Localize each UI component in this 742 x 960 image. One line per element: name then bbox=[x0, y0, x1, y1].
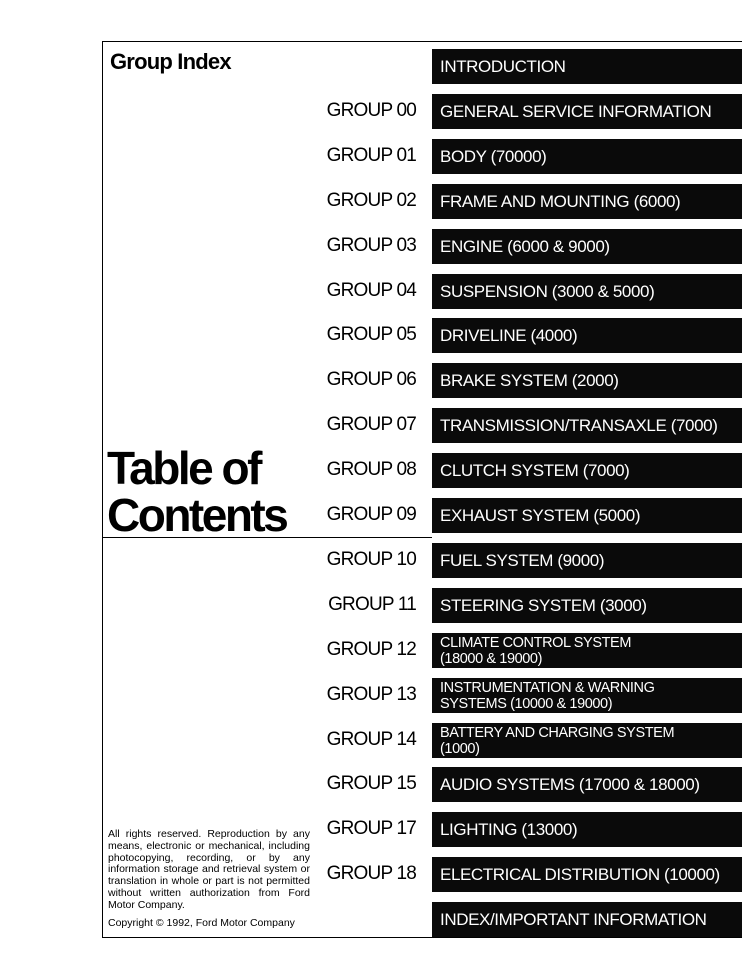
section-tab[interactable] bbox=[432, 363, 742, 398]
section-tab-label: CLIMATE CONTROL SYSTEM (18000 & 19000) bbox=[440, 634, 631, 667]
group-number-label: GROUP 10 bbox=[326, 549, 416, 570]
group-number-label: GROUP 00 bbox=[326, 100, 416, 121]
section-tab[interactable] bbox=[432, 94, 742, 129]
legal-notice: All rights reserved. Reproduction by any means, electronic or mechanical, including photocopying, recording, or by any information storage and retrieval system or translation in whole or part is not permitted without written authorization from Ford Motor Company. bbox=[108, 828, 310, 911]
group-number-label: GROUP 13 bbox=[326, 684, 416, 705]
section-tab[interactable] bbox=[432, 408, 742, 443]
section-tab-label: INSTRUMENTATION & WARNING SYSTEMS (10000 & 19000) bbox=[440, 679, 655, 712]
section-tab[interactable] bbox=[432, 498, 742, 533]
section-tab[interactable] bbox=[432, 49, 742, 84]
page-title bbox=[107, 442, 287, 541]
group-number-label: GROUP 09 bbox=[326, 504, 416, 525]
section-tab[interactable] bbox=[432, 139, 742, 174]
section-tab[interactable] bbox=[432, 633, 742, 668]
section-tab-label: BODY (70000) bbox=[440, 146, 547, 166]
copyright-notice: Copyright © 1992, Ford Motor Company bbox=[108, 917, 295, 929]
section-tab-label: BATTERY AND CHARGING SYSTEM (1000) bbox=[440, 724, 675, 757]
section-tab[interactable] bbox=[432, 812, 742, 847]
section-tab-label: FUEL SYSTEM (9000) bbox=[440, 550, 605, 570]
section-tab[interactable] bbox=[432, 678, 742, 713]
group-index-heading: Group Index bbox=[110, 49, 231, 74]
group-number-label: GROUP 17 bbox=[326, 818, 416, 839]
section-tab-label: TRANSMISSION/TRANSAXLE (7000) bbox=[440, 415, 718, 435]
group-number-label: GROUP 06 bbox=[326, 369, 416, 390]
page-title-line-2: Contents bbox=[107, 489, 287, 541]
section-tab-label: CLUTCH SYSTEM (7000) bbox=[440, 460, 630, 480]
section-tab[interactable] bbox=[432, 723, 742, 758]
page-title-line-1: Table of bbox=[107, 442, 260, 494]
group-number-label: GROUP 05 bbox=[326, 324, 416, 345]
section-tab[interactable] bbox=[432, 857, 742, 892]
section-tab-label: GENERAL SERVICE INFORMATION bbox=[440, 101, 712, 121]
group-number-label: GROUP 14 bbox=[326, 729, 416, 750]
section-tab[interactable] bbox=[432, 184, 742, 219]
section-tab-label: STEERING SYSTEM (3000) bbox=[440, 595, 647, 615]
section-tab[interactable] bbox=[432, 543, 742, 578]
section-tab[interactable] bbox=[432, 229, 742, 264]
section-tab-label: LIGHTING (13000) bbox=[440, 819, 578, 839]
group-number-label: GROUP 04 bbox=[326, 280, 416, 301]
section-tab-label: INTRODUCTION bbox=[440, 56, 566, 76]
section-tab-label: ENGINE (6000 & 9000) bbox=[440, 236, 610, 256]
section-tab-label: SUSPENSION (3000 & 5000) bbox=[440, 281, 655, 301]
group-number-label: GROUP 18 bbox=[326, 863, 416, 884]
section-tab-label: AUDIO SYSTEMS (17000 & 18000) bbox=[440, 774, 700, 794]
section-tab[interactable] bbox=[432, 767, 742, 802]
group-number-label: GROUP 02 bbox=[326, 190, 416, 211]
section-tab[interactable] bbox=[432, 588, 742, 623]
section-tab-label: ELECTRICAL DISTRIBUTION (10000) bbox=[440, 864, 720, 884]
group-number-label: GROUP 12 bbox=[326, 639, 416, 660]
group-number-label: GROUP 08 bbox=[326, 459, 416, 480]
section-tab-label: DRIVELINE (4000) bbox=[440, 325, 578, 345]
section-tab[interactable] bbox=[432, 453, 742, 488]
group-number-label: GROUP 07 bbox=[326, 414, 416, 435]
section-tab-label: INDEX/IMPORTANT INFORMATION bbox=[440, 909, 707, 929]
section-tab[interactable] bbox=[432, 274, 742, 309]
section-tab-label: FRAME AND MOUNTING (6000) bbox=[440, 191, 681, 211]
section-tab-label: EXHAUST SYSTEM (5000) bbox=[440, 505, 641, 525]
group-number-label: GROUP 03 bbox=[326, 235, 416, 256]
section-tab-label: BRAKE SYSTEM (2000) bbox=[440, 370, 619, 390]
group-number-label: GROUP 11 bbox=[328, 594, 416, 615]
section-tab[interactable] bbox=[432, 902, 742, 937]
group-number-label: GROUP 15 bbox=[326, 773, 416, 794]
group-number-label: GROUP 01 bbox=[326, 145, 416, 166]
section-tab[interactable] bbox=[432, 318, 742, 353]
